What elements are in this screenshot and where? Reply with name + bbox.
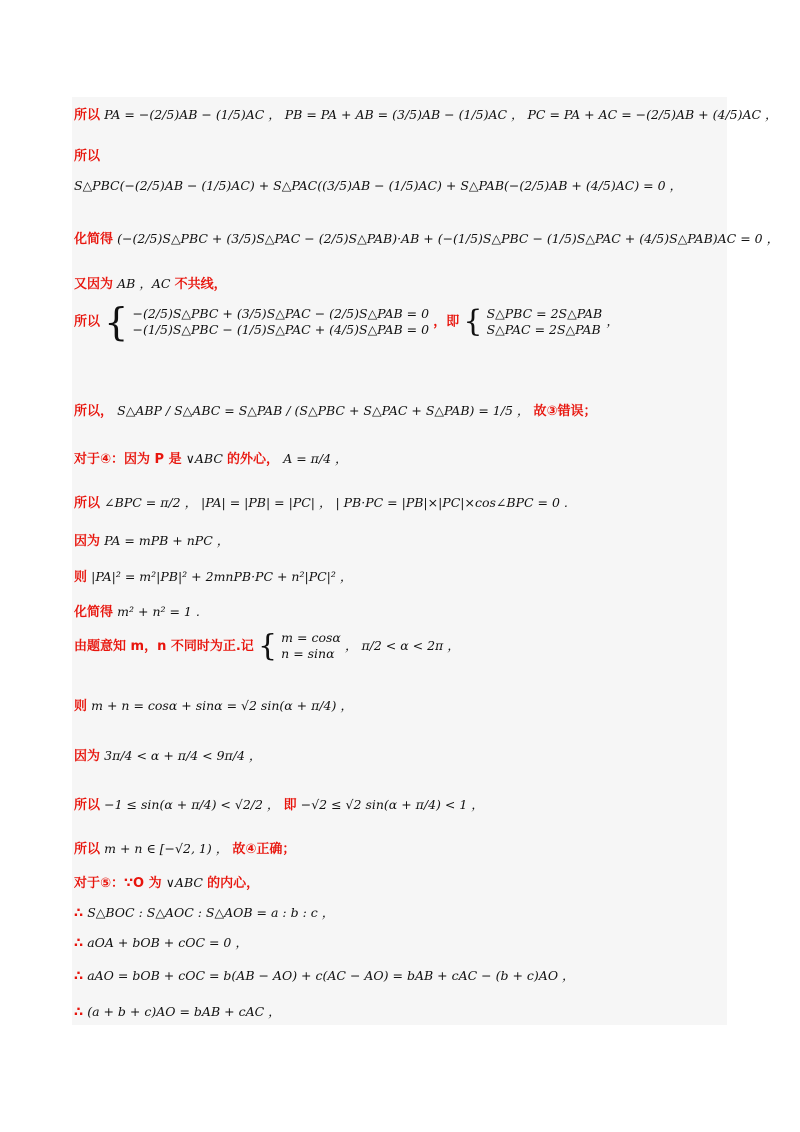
math: (−(2/5)S△PBC + (3/5)S△PAC − (2/5)S△PAB)·AB + (−(1/5)S△PBC − (1/5)S△PAC + (4/5)S△PAB)AC = 0 ， [117,231,780,246]
left-brace: { [257,628,278,664]
line-2 [74,145,100,164]
math-2: −√2 ≤ √2 sin(α + π/4) < 1 ， [300,797,484,812]
line-15 [74,745,261,764]
label: 又因为 [74,277,114,292]
line-6 [74,300,619,344]
line-1 [74,104,778,123]
line-10 [74,530,229,549]
line-21 [74,966,575,984]
math: ∠BPC = π/2 ， |PA| = |PB| = |PC| ， | PB·PC = |PB|×|PC|×cos∠BPC = 0 . [104,495,568,510]
math: ∨ABC [165,875,203,890]
label: 所以 [74,108,101,123]
math: S△BOC : S△AOC : S△AOB = a : b : c ， [87,905,335,920]
end-punct: ， [606,313,619,329]
line-13 [74,630,460,663]
label: 所以 [74,314,101,330]
left-brace-2: { [463,304,483,339]
math: (a + b + c)AO = bAB + cAC ， [87,1004,281,1019]
math: |PA|² = m²|PB|² + 2mnPB·PC + n²|PC|² ， [91,569,353,584]
math: aAO = bOB + cOC = b(AB − AO) + c(AC − AO) = bAB + cAC − (b + c)AO ， [87,968,575,983]
math: m² + n² = 1 . [117,604,200,619]
label: 对于④：因为 P 是 [74,452,182,467]
equation-2: n = sinα [281,646,335,662]
equation-system [281,630,341,663]
math: PA = −(2/5)AB − (1/5)AC ， PB = PA + AB = (3/5)AB − (1/5)AC ， PC = PA + AC = −(2/5)AB + (4/5)AC ， [104,107,778,122]
line-7 [74,400,597,419]
math: aOA + bOB + cOC = 0 ， [87,935,248,950]
line-3 [74,176,682,194]
label-2: 即 [283,798,297,813]
line-20 [74,933,248,951]
line-18 [74,872,259,891]
left-brace: { [104,300,129,344]
line-14 [74,695,353,714]
line-22 [74,1002,281,1020]
label: ∴ [74,1005,84,1020]
math: ∨ABC [185,451,223,466]
label: 所以， [74,404,114,419]
equation-system [132,306,429,339]
label: 化简得 [74,232,114,247]
equation-1: m = cosα [281,630,341,645]
equation-1: −(2/5)S△PBC + (3/5)S△PAC − (2/5)S△PAB = 0 [132,305,430,321]
label: ∴ [74,906,84,921]
math: m + n = cosα + sinα = √2 sin(α + π/4) ， [91,698,353,713]
line-4 [74,228,779,247]
label-2: 的外心， [227,452,280,467]
math: S△ABP / S△ABC = S△PAB / (S△PBC + S△PAC + S△PAB) = 1/5 ， [117,403,530,418]
math: ， π/2 < α < 2π ， [344,637,460,653]
line-16 [74,794,484,813]
math: AB ，AC [117,276,171,291]
equation-2: −(1/5)S△PBC − (1/5)S△PAC + (4/5)S△PAB = 0 [132,322,430,337]
equation-system-2 [487,306,603,339]
label: 则 [74,699,88,714]
label: 对于⑤：∵O 为 [74,876,162,891]
line-12 [74,601,200,620]
label-2: 的内心， [207,876,260,891]
math: −1 ≤ sin(α + π/4) < √2/2 ， [104,797,280,812]
math-2: A = π/4 ， [283,451,348,466]
label: 因为 [74,534,101,549]
label: 化简得 [74,605,114,620]
label: 所以 [74,842,101,857]
label: 因为 [74,749,101,764]
label-2: 不共线， [174,277,227,292]
label-2: 故④正确； [232,842,296,857]
label: 所以 [74,496,101,511]
line-17 [74,838,295,857]
math: PA = mPB + nPC ， [104,533,230,548]
line-11 [74,566,352,585]
label: 所以 [74,798,101,813]
math: m + n ∈ [−√2, 1) ， [104,841,229,856]
label: 则 [74,570,88,585]
equation-3: S△PBC = 2S△PAB [486,305,603,321]
label-2: 故③错误； [533,404,597,419]
label: 所以 [74,149,101,164]
label: 由题意知 m，n 不同时为正.记 [74,638,254,654]
label: ∴ [74,969,84,984]
line-5 [74,273,227,292]
label: ∴ [74,936,84,951]
line-9 [74,492,568,511]
line-8 [74,448,348,467]
label-mid: ，即 [433,314,460,330]
math: S△PBC(−(2/5)AB − (1/5)AC) + S△PAC((3/5)AB − (1/5)AC) + S△PAB(−(2/5)AB + (4/5)AC) = 0 ， [74,178,683,193]
line-19 [74,903,334,921]
math: 3π/4 < α + π/4 < 9π/4 ， [104,748,262,763]
equation-4: S△PAC = 2S△PAB [486,322,601,337]
